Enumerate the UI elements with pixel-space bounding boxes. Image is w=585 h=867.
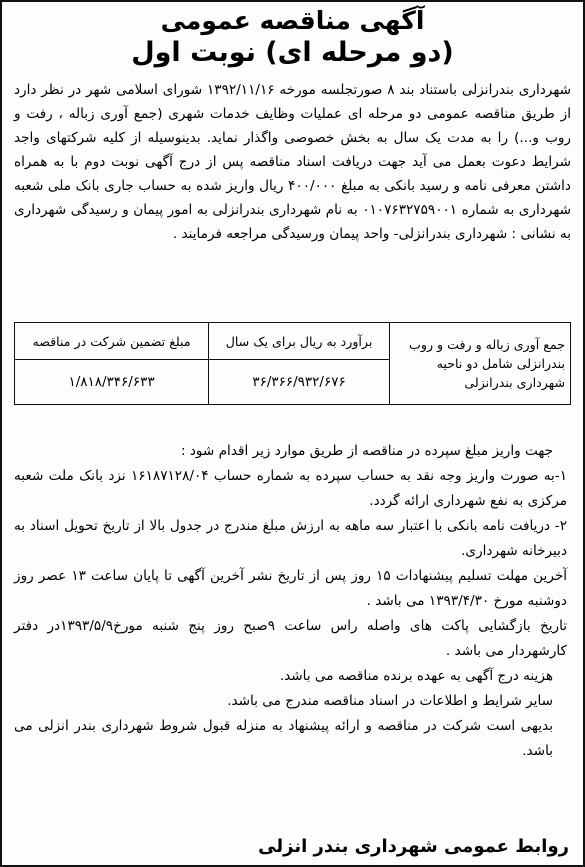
notice-subtitle: (دو مرحله ای) نوبت اول — [131, 37, 454, 68]
estimate-header-cell: برآورد به ریال برای یک سال — [209, 323, 390, 360]
acceptance-note: بدیهی است شرکت در مناقصه و ارائه پیشنهاد به منزله قبول شروط شهرداری بندر انزلی می باشد. — [14, 718, 553, 759]
estimate-value-cell: ۳۶/۳۶۶/۹۳۲/۶۷۶ — [209, 360, 390, 405]
tender-price-table — [14, 322, 571, 405]
deposit-item-bank-letter: ۲- دریافت نامه بانکی با اعتبار سه ماهه به ارزش مبلغ مندرج در جدول بالا از تاریخ تحویل اسناد به دبیرخانه شهرداری. — [14, 518, 567, 559]
advertising-cost-note: هزینه درج آگهی به عهده برنده مناقصه می باشد. — [279, 668, 553, 684]
notice-title: آگهی مناقصه عمومی — [160, 6, 425, 35]
other-conditions-note: سایر شرایط و اطلاعات در اسناد مناقصه مندرج می باشد. — [227, 693, 553, 709]
opening-date: تاریخ بازگشایی پاکت های واصله راس ساعت ۹صبح روز پنج شنبه مورخ۱۳۹۳/۵/۹در دفتر کارشهردار می باشد . — [14, 618, 568, 659]
tender-subject-cell: جمع آوری زباله و رفت و روب بندرانزلی شامل دو ناحیه شهرداری بندرانزلی — [390, 323, 571, 405]
submission-deadline: آخرین مهلت تسلیم پیشنهادات ۱۵ روز پس از تاریخ نشر آخرین آگهی تا پایان ساعت ۱۳ عصر روز دوشنبه مورخ ۱۳۹۳/۴/۳۰ می باشد . — [14, 568, 567, 609]
deposit-section — [2, 439, 583, 764]
public-relations-signature: روابط عمومی شهرداری بندر انزلی — [258, 836, 569, 857]
intro-paragraph: شهرداری بندرانزلی باستناد بند ۸ صورتجلسه مورخه ۱۳۹۲/۱۱/۱۶ شورای اسلامی شهر در نظر دارد از طریق مناقصه عمومی دو مرحله ای عملیات وظایف خدمات شهری (جمع آوری زباله ، رفت و روب و...) را به مدت یک سال به بخش خصوصی واگذار نماید. بدینوسیله از کلیه شرکتهای واجد شرایط دعوت بعمل می آید جهت دریافت اسناد مناقصه پس از درج آگهی نوبت دوم با به همراه داشتن معرفی نامه و رسید بانکی به مبلغ ۴۰۰/۰۰۰ ریال واریز شده به حساب جاری بانک ملی شعبه شهرداری به شماره ۰۱۰۷۶۳۲۷۵۹۰۰۱ به نام شهرداری بندرانزلی به امور پیمان و رسیدگی شهرداری به نشانی : شهرداری بندرانزلی- واحد پیمان ورسیدگی مراجعه فرمایند . — [14, 82, 571, 242]
table-row — [15, 323, 571, 360]
guarantee-value-cell: ۱/۸۱۸/۳۴۶/۶۳۳ — [15, 360, 209, 405]
guarantee-header-cell: مبلغ تضمین شرکت در مناقصه — [15, 323, 209, 360]
deposit-lead: جهت واریز مبلغ سپرده در مناقصه از طریق موارد زیر اقدام شود : — [180, 443, 553, 459]
deposit-item-cash: ۱-به صورت واریز وجه نقد به حساب سپرده به شماره حساب ۱۶۱۸۷۱۲۸/۰۴ نزد بانک ملت شعبه مرکزی به نفع شهرداری ارائه گردد. — [14, 468, 567, 509]
